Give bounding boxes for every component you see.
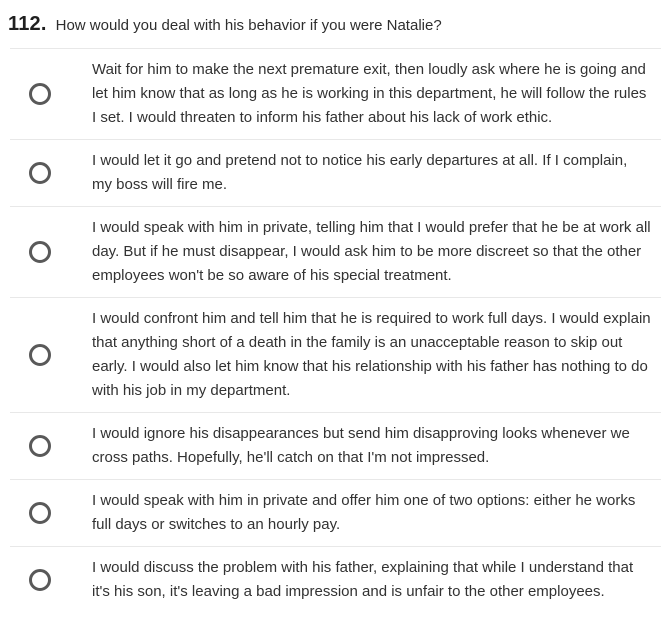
option-label[interactable]: I would speak with him in private, telling him that I would prefer that he be at work all day. But if he must disappear, I would ask him to be more discreet so that the other employees won't be so aware of his special treatment. — [92, 219, 651, 284]
option-row-1[interactable] — [10, 49, 661, 140]
radio-button[interactable] — [29, 344, 51, 366]
radio-button[interactable] — [29, 435, 51, 457]
option-row-3[interactable] — [10, 207, 661, 298]
option-row-5[interactable] — [10, 413, 661, 480]
option-label[interactable]: I would discuss the problem with his father, explaining that while I understand that it's his son, it's leaving a bad impression and is unfair to the other employees. — [92, 559, 634, 600]
radio-button[interactable] — [29, 162, 51, 184]
question-number: 112. — [8, 13, 47, 35]
option-label[interactable]: I would confront him and tell him that he is required to work full days. I would explain that anything short of a death in the family is an unacceptable reason to skip out early. I would also let him know that his relationship with his father has nothing to do with his job in my department. — [92, 310, 651, 399]
option-label[interactable]: Wait for him to make the next premature exit, then loudly ask where he is going and let him know that as long as he is working in this department, he will follow the rules I set. I would threaten to inform his father about his lack of work ethic. — [92, 61, 647, 126]
question-header — [0, 0, 668, 48]
option-row-6[interactable] — [10, 480, 661, 547]
radio-button[interactable] — [29, 83, 51, 105]
option-row-7[interactable] — [10, 547, 661, 613]
radio-button[interactable] — [29, 241, 51, 263]
option-label[interactable]: I would ignore his disappearances but send him disapproving looks whenever we cross paths. Hopefully, he'll catch on that I'm not impressed. — [92, 425, 630, 466]
question-text: How would you deal with his behavior if you were Natalie? — [55, 17, 442, 34]
option-row-2[interactable] — [10, 140, 661, 207]
radio-button[interactable] — [29, 502, 51, 524]
option-label[interactable]: I would speak with him in private and offer him one of two options: either he works full days or switches to an hourly pay. — [92, 492, 636, 533]
option-row-4[interactable] — [10, 298, 661, 413]
radio-button[interactable] — [29, 569, 51, 591]
answer-options-list — [10, 48, 661, 613]
option-label[interactable]: I would let it go and pretend not to notice his early departures at all. If I complain, my boss will fire me. — [92, 152, 628, 193]
